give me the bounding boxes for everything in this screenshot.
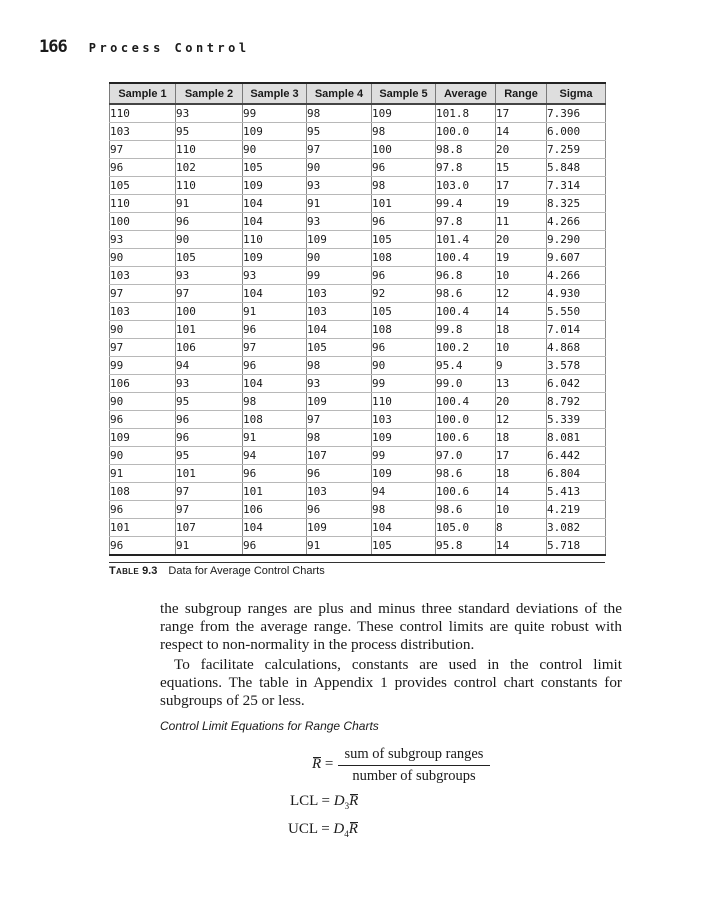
table-cell: 105	[372, 303, 436, 321]
table-cell: 104	[307, 321, 372, 339]
table-row	[110, 159, 606, 177]
table-cell: 9.290	[547, 231, 606, 249]
table-cell: 96	[110, 501, 176, 519]
table-cell: 4.219	[547, 501, 606, 519]
table-cell: 90	[110, 249, 176, 267]
table-row	[110, 249, 606, 267]
table-cell: 95	[176, 123, 243, 141]
table-row	[110, 303, 606, 321]
table-cell: 98.6	[436, 285, 496, 303]
table-cell: 98	[307, 104, 372, 123]
table-cell: 93	[110, 231, 176, 249]
lcl-equation	[290, 793, 358, 811]
table-cell: 109	[372, 465, 436, 483]
ucl-equation	[288, 821, 358, 839]
table-cell: 100.4	[436, 249, 496, 267]
table-cell: 98	[243, 393, 307, 411]
table-cell: 14	[496, 483, 547, 501]
table-cell: 91	[110, 465, 176, 483]
table-cell: 91	[243, 303, 307, 321]
table-cell: 96	[110, 159, 176, 177]
table-cell: 104	[243, 195, 307, 213]
table-cell: 7.396	[547, 104, 606, 123]
table-row	[110, 104, 606, 123]
table-row	[110, 501, 606, 519]
table-row	[110, 123, 606, 141]
table-cell: 103	[372, 411, 436, 429]
table-row	[110, 411, 606, 429]
table-cell: 97.8	[436, 213, 496, 231]
table-cell: 91	[176, 195, 243, 213]
table-cell: 4.868	[547, 339, 606, 357]
table-cell: 97.0	[436, 447, 496, 465]
table-row	[110, 213, 606, 231]
table-cell: 3.082	[547, 519, 606, 537]
table-cell: 106	[110, 375, 176, 393]
data-table	[109, 82, 606, 556]
table-cell: 108	[110, 483, 176, 501]
fraction-numerator: sum of subgroup ranges	[344, 746, 484, 762]
table-cell: 10	[496, 339, 547, 357]
table-cell: 103	[110, 303, 176, 321]
table-cell: 3.578	[547, 357, 606, 375]
table-cell: 103	[110, 123, 176, 141]
table-cell: 9	[496, 357, 547, 375]
table-cell: 110	[176, 141, 243, 159]
table-cell: 7.014	[547, 321, 606, 339]
table-cell: 96	[243, 321, 307, 339]
table-cell: 110	[372, 393, 436, 411]
caption-number: 9.3	[142, 565, 158, 577]
table-cell: 95.4	[436, 357, 496, 375]
ucl-rbar: R	[348, 821, 358, 837]
table-cell: 93	[176, 267, 243, 285]
table-cell: 100.4	[436, 393, 496, 411]
table-cell: 17	[496, 104, 547, 123]
table-cell: 90	[110, 447, 176, 465]
table-cell: 99	[307, 267, 372, 285]
table-row	[110, 195, 606, 213]
table-cell: 20	[496, 231, 547, 249]
table-cell: 105	[243, 159, 307, 177]
subheading: Control Limit Equations for Range Charts	[160, 719, 379, 733]
table-cell: 9.607	[547, 249, 606, 267]
table-cell: 96	[372, 159, 436, 177]
table-cell: 95	[176, 447, 243, 465]
table-row	[110, 375, 606, 393]
table-cell: 5.413	[547, 483, 606, 501]
table-cell: 109	[372, 104, 436, 123]
table-cell: 96	[307, 465, 372, 483]
table-cell: 98	[372, 123, 436, 141]
table-cell: 103.0	[436, 177, 496, 195]
table-cell: 106	[176, 339, 243, 357]
table-cell: 103	[307, 303, 372, 321]
table-cell: 110	[176, 177, 243, 195]
column-header: Sample 4	[307, 83, 372, 104]
table-cell: 105.0	[436, 519, 496, 537]
table-cell: 100.4	[436, 303, 496, 321]
table-cell: 108	[243, 411, 307, 429]
table-row	[110, 537, 606, 556]
table-cell: 99.8	[436, 321, 496, 339]
table-cell: 7.259	[547, 141, 606, 159]
table-cell: 96.8	[436, 267, 496, 285]
table-row	[110, 447, 606, 465]
table-cell: 8	[496, 519, 547, 537]
table-cell: 110	[110, 104, 176, 123]
table-cell: 98.8	[436, 141, 496, 159]
table-cell: 13	[496, 375, 547, 393]
table-cell: 100	[176, 303, 243, 321]
table-cell: 101	[176, 321, 243, 339]
table-cell: 96	[372, 267, 436, 285]
table-cell: 101	[372, 195, 436, 213]
table-cell: 4.266	[547, 267, 606, 285]
table-cell: 98.6	[436, 501, 496, 519]
table-cell: 99	[110, 357, 176, 375]
table-cell: 96	[110, 411, 176, 429]
table-cell: 109	[307, 393, 372, 411]
table-cell: 94	[372, 483, 436, 501]
table-cell: 17	[496, 177, 547, 195]
table-cell: 96	[307, 501, 372, 519]
paragraph-2: To facilitate calculations, constants are used in the control limit equations. The table in Appendix 1 provides control chart constants for subgroups of 25 or less.	[160, 656, 622, 709]
caption-rule	[109, 562, 605, 563]
table-cell: 110	[243, 231, 307, 249]
table-cell: 104	[243, 285, 307, 303]
table-cell: 11	[496, 213, 547, 231]
table-row	[110, 267, 606, 285]
table-cell: 98	[372, 177, 436, 195]
table-cell: 103	[307, 483, 372, 501]
column-header: Sample 1	[110, 83, 176, 104]
table-cell: 15	[496, 159, 547, 177]
table-cell: 5.718	[547, 537, 606, 556]
fraction-denominator: number of subgroups	[352, 768, 476, 784]
table-row	[110, 339, 606, 357]
table-cell: 109	[307, 519, 372, 537]
table-cell: 19	[496, 249, 547, 267]
column-header: Average	[436, 83, 496, 104]
table-cell: 104	[243, 519, 307, 537]
table-cell: 99	[372, 375, 436, 393]
column-header: Sample 2	[176, 83, 243, 104]
table-cell: 109	[372, 429, 436, 447]
lcl-subscript: 3	[344, 801, 350, 811]
table-cell: 90	[307, 159, 372, 177]
table-cell: 91	[307, 537, 372, 556]
table-cell: 8.792	[547, 393, 606, 411]
table-cell: 108	[372, 321, 436, 339]
table-cell: 97	[243, 339, 307, 357]
lcl-label: LCL	[290, 793, 318, 809]
table-cell: 100	[110, 213, 176, 231]
ucl-subscript: 4	[344, 829, 349, 839]
lcl-rbar: R	[349, 793, 359, 809]
table-cell: 6.000	[547, 123, 606, 141]
table-cell: 98	[372, 501, 436, 519]
table-cell: 90	[110, 321, 176, 339]
table-cell: 110	[110, 195, 176, 213]
table-cell: 4.266	[547, 213, 606, 231]
column-header: Range	[496, 83, 547, 104]
table-cell: 96	[372, 339, 436, 357]
ucl-constant: D	[333, 821, 345, 837]
table-cell: 96	[243, 537, 307, 556]
table-cell: 105	[110, 177, 176, 195]
table-cell: 107	[307, 447, 372, 465]
table-cell: 8.081	[547, 429, 606, 447]
table-cell: 103	[307, 285, 372, 303]
table-cell: 100.0	[436, 123, 496, 141]
table-row	[110, 429, 606, 447]
table-cell: 98	[307, 357, 372, 375]
table-cell: 94	[176, 357, 243, 375]
table-cell: 109	[110, 429, 176, 447]
table-cell: 97	[110, 339, 176, 357]
table-cell: 93	[176, 375, 243, 393]
table-cell: 94	[243, 447, 307, 465]
table-cell: 98.6	[436, 465, 496, 483]
table-row	[110, 357, 606, 375]
table-cell: 90	[372, 357, 436, 375]
table-cell: 100	[372, 141, 436, 159]
lcl-constant: D	[333, 793, 345, 809]
table-cell: 100.6	[436, 483, 496, 501]
table-cell: 97.8	[436, 159, 496, 177]
paragraph-1: the subgroup ranges are plus and minus three standard deviations of the range from the average range. These control limits are quite robust with respect to non-normality in the process distribution.	[160, 600, 622, 653]
table-cell: 101.4	[436, 231, 496, 249]
body-text	[160, 600, 622, 710]
table-cell: 105	[372, 537, 436, 556]
table-row	[110, 393, 606, 411]
table-row	[110, 321, 606, 339]
table-cell: 109	[243, 177, 307, 195]
table-cell: 18	[496, 429, 547, 447]
table-cell: 96	[110, 537, 176, 556]
table-cell: 91	[243, 429, 307, 447]
table-cell: 97	[110, 285, 176, 303]
column-header: Sample 5	[372, 83, 436, 104]
table-cell: 90	[307, 249, 372, 267]
table-cell: 91	[176, 537, 243, 556]
table-cell: 106	[243, 501, 307, 519]
table-cell: 5.550	[547, 303, 606, 321]
table-cell: 96	[243, 465, 307, 483]
table-body	[110, 104, 606, 555]
ucl-equals: =	[321, 821, 330, 837]
table-cell: 102	[176, 159, 243, 177]
table-cell: 90	[176, 231, 243, 249]
table-row	[110, 141, 606, 159]
table-cell: 93	[243, 267, 307, 285]
caption-text: Data for Average Control Charts	[168, 565, 325, 577]
table-cell: 108	[372, 249, 436, 267]
table-cell: 100.6	[436, 429, 496, 447]
fraction-bar	[338, 765, 490, 766]
table-cell: 12	[496, 285, 547, 303]
table-cell: 93	[307, 213, 372, 231]
table-cell: 105	[307, 339, 372, 357]
table-cell: 5.848	[547, 159, 606, 177]
table-cell: 97	[176, 483, 243, 501]
table-cell: 96	[176, 411, 243, 429]
table-cell: 97	[307, 411, 372, 429]
table-cell: 101.8	[436, 104, 496, 123]
table-cell: 101	[110, 519, 176, 537]
table-cell: 5.339	[547, 411, 606, 429]
table-cell: 99.4	[436, 195, 496, 213]
chapter-title: Process Control	[88, 41, 250, 55]
table-cell: 95	[307, 123, 372, 141]
table-cell: 6.042	[547, 375, 606, 393]
table-cell: 96	[243, 357, 307, 375]
page-number: 166	[39, 37, 67, 57]
table-cell: 97	[176, 285, 243, 303]
table-cell: 99.0	[436, 375, 496, 393]
table-cell: 103	[110, 267, 176, 285]
table-cell: 12	[496, 411, 547, 429]
lcl-equals: =	[321, 793, 330, 809]
table-row	[110, 519, 606, 537]
rbar-symbol: R	[312, 756, 322, 772]
table-cell: 98	[307, 429, 372, 447]
table-cell: 10	[496, 267, 547, 285]
table-cell: 97	[110, 141, 176, 159]
column-header: Sigma	[547, 83, 606, 104]
table-cell: 104	[243, 213, 307, 231]
table-cell: 17	[496, 447, 547, 465]
table-cell: 107	[176, 519, 243, 537]
column-header: Sample 3	[243, 83, 307, 104]
table-cell: 104	[243, 375, 307, 393]
table-header-row	[110, 83, 606, 104]
table-caption	[109, 565, 325, 577]
table-row	[110, 177, 606, 195]
table-row	[110, 465, 606, 483]
table-cell: 93	[307, 375, 372, 393]
table-cell: 7.314	[547, 177, 606, 195]
table-cell: 105	[176, 249, 243, 267]
table-cell: 92	[372, 285, 436, 303]
table-cell: 96	[176, 429, 243, 447]
table-cell: 90	[110, 393, 176, 411]
table-cell: 101	[176, 465, 243, 483]
caption-label: Table	[109, 565, 139, 577]
table-cell: 90	[243, 141, 307, 159]
table-cell: 95	[176, 393, 243, 411]
equals-sign: =	[324, 756, 334, 772]
table-cell: 93	[176, 104, 243, 123]
table-cell: 96	[176, 213, 243, 231]
table-cell: 8.325	[547, 195, 606, 213]
table-cell: 14	[496, 303, 547, 321]
table-cell: 20	[496, 141, 547, 159]
table-cell: 14	[496, 537, 547, 556]
table-cell: 18	[496, 465, 547, 483]
table-row	[110, 285, 606, 303]
table-cell: 109	[243, 249, 307, 267]
table-cell: 6.442	[547, 447, 606, 465]
table-cell: 95.8	[436, 537, 496, 556]
ucl-label: UCL	[288, 821, 318, 837]
table-row	[110, 483, 606, 501]
table-cell: 99	[372, 447, 436, 465]
table-cell: 109	[307, 231, 372, 249]
table-cell: 97	[176, 501, 243, 519]
table-cell: 91	[307, 195, 372, 213]
table-cell: 104	[372, 519, 436, 537]
table-cell: 93	[307, 177, 372, 195]
table-cell: 6.804	[547, 465, 606, 483]
table-cell: 14	[496, 123, 547, 141]
page-header	[39, 37, 250, 57]
table-cell: 100.0	[436, 411, 496, 429]
rbar-equation-lhs	[312, 756, 333, 773]
table-cell: 101	[243, 483, 307, 501]
table-cell: 19	[496, 195, 547, 213]
table-cell: 18	[496, 321, 547, 339]
table-cell: 96	[372, 213, 436, 231]
table-cell: 20	[496, 393, 547, 411]
table-cell: 109	[243, 123, 307, 141]
table-cell: 10	[496, 501, 547, 519]
table-cell: 105	[372, 231, 436, 249]
table-cell: 100.2	[436, 339, 496, 357]
table-cell: 4.930	[547, 285, 606, 303]
table-cell: 97	[307, 141, 372, 159]
table-cell: 99	[243, 104, 307, 123]
table-row	[110, 231, 606, 249]
